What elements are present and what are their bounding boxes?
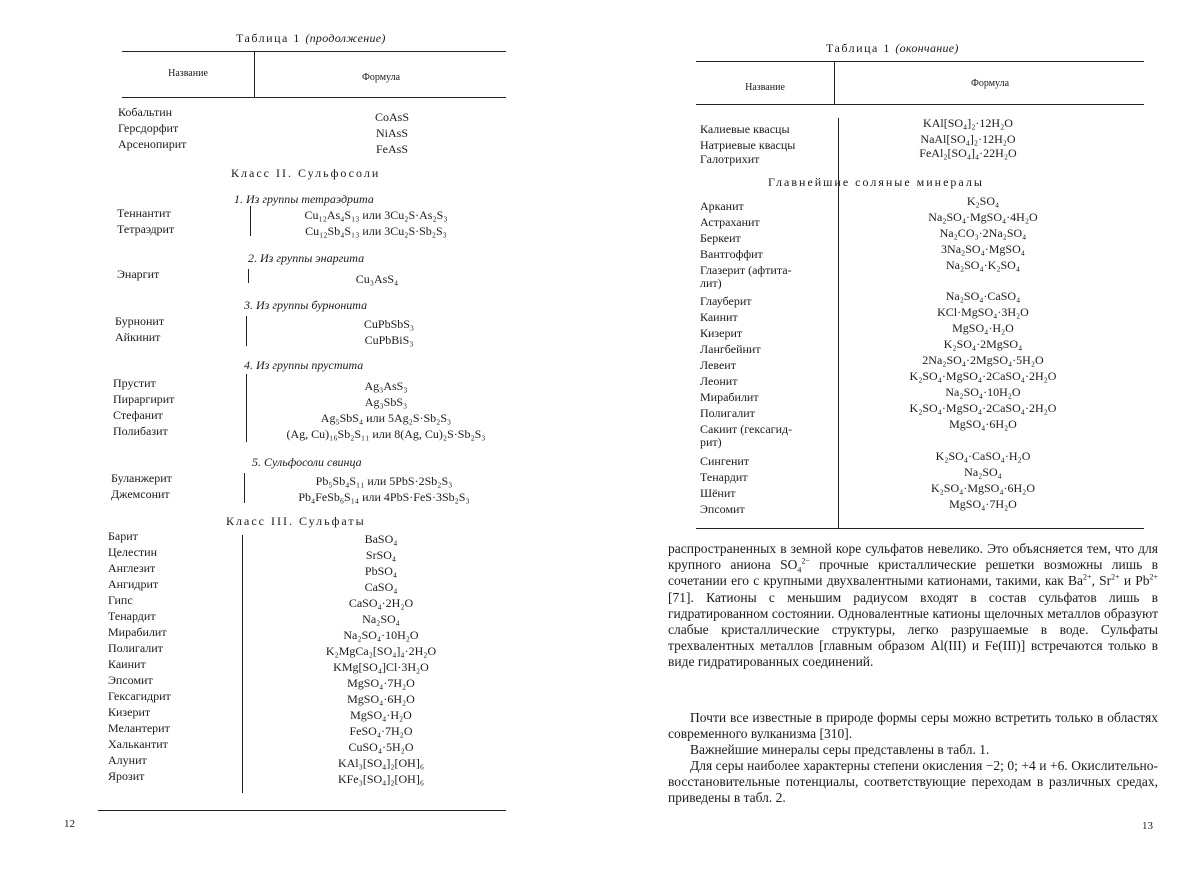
mineral-formula: KMg[SO₄]Cl·3H₂O <box>333 660 429 674</box>
mineral-name: Бурнонит <box>115 314 165 328</box>
mineral-name: Арканит <box>700 199 744 213</box>
mineral-name: Глауберит <box>700 294 752 308</box>
left-table-bottom-rule <box>98 810 506 811</box>
body-paragraph: Почти все известные в природе формы серы можно встретить только в областях современного вулканизма [310]. <box>668 710 1158 742</box>
right-caption-word: Таблица 1 <box>826 41 891 55</box>
left-header-formula: Формула <box>361 72 401 83</box>
mineral-formula: MgSO₄·7H₂O <box>949 497 1017 511</box>
mineral-formula: FeAl₂[SO₄]₄·22H₂O <box>919 146 1017 160</box>
mineral-formula: MgSO₄·7H₂O <box>347 676 415 690</box>
mineral-formula: Na₂SO₄·MgSO₄·4H₂O <box>928 210 1038 224</box>
mineral-formula: KCl·MgSO₄·3H₂O <box>937 305 1029 319</box>
mineral-name: Каинит <box>108 657 146 671</box>
mineral-formula: FeAsS <box>375 142 409 156</box>
mineral-name: Вантгоффит <box>700 247 763 261</box>
mineral-name: Сакиит (гексагид-рит) <box>700 422 793 449</box>
mineral-formula: Ag₅SbS₄ или 5Ag₂S·Sb₂S₃ <box>320 411 452 425</box>
mineral-name: Кобальтин <box>118 105 173 119</box>
mineral-formula: Pb₅Sb₄S₁₁ или 5PbS·2Sb₂S₃ <box>315 474 453 488</box>
mineral-formula: K₂MgCa₂[SO₄]₄·2H₂O <box>325 644 437 658</box>
mineral-formula: KFe₃[SO₄]₂[OH]₆ <box>337 772 425 786</box>
mineral-name: Эпсомит <box>108 673 153 687</box>
left-table-top-rule <box>122 51 506 52</box>
mineral-formula: Na₂SO₄·CaSO₄ <box>945 289 1021 303</box>
mineral-name: Барит <box>108 529 138 543</box>
mineral-name: Шёнит <box>700 486 736 500</box>
mineral-name: Глазерит (афтита-лит) <box>700 263 792 290</box>
mineral-name: Ярозит <box>108 769 145 783</box>
right-caption-note: (окончание) <box>895 41 959 55</box>
mineral-name: Англезит <box>108 561 156 575</box>
mineral-formula: (Ag, Cu)₁₆Sb₂S₁₁ или 8(Ag, Cu)₂S·Sb₂S₃ <box>286 427 486 441</box>
mineral-name: Джемсонит <box>111 487 170 501</box>
left-header-name: Название <box>168 68 208 79</box>
left-page-number: 12 <box>64 818 75 830</box>
left-class3-title: Класс III. Сульфаты <box>226 514 366 528</box>
mineral-formula: BaSO₄ <box>364 532 398 546</box>
mineral-formula: Ag₃SbS₃ <box>364 395 408 409</box>
mineral-formula: NaAl[SO₄]₂·12H₂O <box>920 132 1016 146</box>
mineral-name: Тенардит <box>700 470 748 484</box>
mineral-formula: 3Na₂SO₄·MgSO₄ <box>941 242 1025 256</box>
mineral-name: Тетраэдрит <box>117 222 175 236</box>
left-subgroup-4: 4. Из группы прустита <box>244 358 364 372</box>
mineral-formula: MgSO₄·H₂O <box>350 708 412 722</box>
right-header-name: Название <box>745 82 785 93</box>
mineral-name: Энаргит <box>117 267 160 281</box>
right-table-bottom-rule <box>696 528 1144 529</box>
mineral-name: Халькантит <box>108 737 168 751</box>
mineral-formula: Na₂SO₄ <box>964 465 1002 479</box>
mineral-name: Прустит <box>113 376 156 390</box>
mineral-formula: CaSO₄·2H₂O <box>348 596 414 610</box>
mineral-name: Пираргирит <box>113 392 175 406</box>
left-caption-word: Таблица 1 <box>236 31 301 45</box>
left-subgroup-3: 3. Из группы бурнонита <box>244 298 368 312</box>
mineral-formula: Ag₃AsS₃ <box>364 379 408 393</box>
mineral-formula: CuPbSbS₃ <box>363 317 415 331</box>
mineral-formula: FeSO₄·7H₂O <box>349 724 413 738</box>
body-paragraph: Важнейшие минералы серы представлены в табл. 1. <box>690 742 990 757</box>
mineral-name: Кизерит <box>700 326 743 340</box>
mineral-formula: CuPbBiS₃ <box>364 333 414 347</box>
mineral-formula: Na₂SO₄·10H₂O <box>945 385 1021 399</box>
mineral-formula: MgSO₄·H₂O <box>952 321 1014 335</box>
mineral-name: Алунит <box>108 753 147 767</box>
mineral-name: Теннантит <box>117 206 171 220</box>
mineral-name: Полигалит <box>108 641 163 655</box>
mineral-formula: Na₂SO₄ <box>362 612 400 626</box>
right-page-number: 13 <box>1142 820 1153 832</box>
mineral-formula: CuSO₄·5H₂O <box>348 740 414 754</box>
mineral-formula: K₂SO₄·CaSO₄·H₂O <box>935 449 1031 463</box>
mineral-formula: K₂SO₄·2MgSO₄ <box>943 337 1023 351</box>
body-paragraph: распространенных в земной коре сульфатов невелико. Это объясняется тем, что для крупного аниона $SO_4^{2-}$ прочные кристаллические решетки возможны лишь в сочетании его с крупными двухвалентными катионами, такими, как $Ba^{2+}$, $Sr^{2+}$ и $Pb^{2+}$ [71]. Катионы с меньшим радиусом входят в состав сульфатов лишь в гидратированном состоянии. Одновалентные катионы щелочных металлов образуют слабые кристаллические структуры, легко разрушаемые в воде. Сульфаты трехвалентных металлов [главным образом Al(III) и Fe(III)] встречаются только в виде гидратированных соединений. <box>668 541 1158 670</box>
mineral-name: Тенардит <box>108 609 156 623</box>
body-paragraph: Для серы наиболее характерны степени окисления −2; 0; +4 и +6. Окислительно-восстановительные потенциалы, соответствующие переходам в различных средах, приведены в табл. 2. <box>668 758 1158 806</box>
mineral-formula: Na₂SO₄·K₂SO₄ <box>945 258 1021 272</box>
mineral-name: Стефанит <box>113 408 163 422</box>
mineral-name: Калиевые квасцы <box>700 122 790 136</box>
mineral-name: Лангбейнит <box>700 342 761 356</box>
group-bracket <box>246 374 247 442</box>
left-caption-note: (продолжение) <box>305 31 386 45</box>
mineral-formula: MgSO₄·6H₂O <box>949 417 1017 431</box>
mineral-name: Леонит <box>700 374 738 388</box>
mineral-formula: Cu₁₂Sb₄S₁₃ или 3Cu₂S·Sb₂S₃ <box>305 224 447 238</box>
mineral-formula: K₂SO₄·MgSO₄·2CaSO₄·2H₂O <box>909 369 1057 383</box>
mineral-name: Ангидрит <box>108 577 159 591</box>
left-table-caption <box>236 31 386 46</box>
mineral-name: Гексагидрит <box>108 689 171 703</box>
group-bracket <box>838 118 839 528</box>
left-subgroup-5: 5. Сульфосоли свинца <box>252 455 362 469</box>
right-header-formula: Формула <box>970 78 1010 89</box>
mineral-name: Гипс <box>108 593 133 607</box>
group-bracket <box>248 269 249 283</box>
left-class2-title: Класс II. Сульфосоли <box>231 166 381 180</box>
group-bracket <box>244 473 245 503</box>
left-subgroup-2: 2. Из группы энаргита <box>248 251 365 265</box>
mineral-name: Целестин <box>108 545 158 559</box>
mineral-formula: Pb₄FeSb₆S₁₄ или 4PbS·FeS·3Sb₂S₃ <box>298 490 470 504</box>
mineral-formula: SrSO₄ <box>365 548 397 562</box>
mineral-name: Арсенопирит <box>118 137 187 151</box>
mineral-formula: Cu₃AsS₄ <box>355 272 399 286</box>
left-header-divider <box>254 52 255 97</box>
right-table-caption <box>826 41 959 56</box>
mineral-name: Каинит <box>700 310 738 324</box>
mineral-name: Буланжерит <box>111 471 172 485</box>
mineral-formula: KAl₃[SO₄]₂[OH]₆ <box>337 756 425 770</box>
mineral-name: Натриевые квасцы <box>700 138 796 152</box>
mineral-formula: K₂SO₄ <box>966 194 1000 208</box>
mineral-formula: PbSO₄ <box>364 564 398 578</box>
mineral-name: Галотрихит <box>700 152 760 166</box>
mineral-formula: K₂SO₄·MgSO₄·2CaSO₄·2H₂O <box>909 401 1057 415</box>
mineral-formula: K₂SO₄·MgSO₄·6H₂O <box>930 481 1036 495</box>
mineral-name: Кизерит <box>108 705 151 719</box>
mineral-name: Левеит <box>700 358 736 372</box>
left-header-bottom-rule <box>122 97 506 98</box>
group-bracket <box>242 535 243 793</box>
right-header-bottom-rule <box>696 104 1144 105</box>
mineral-name: Полибазит <box>113 424 168 438</box>
mineral-formula: Na₂CO₃·2Na₂SO₄ <box>939 226 1027 240</box>
right-table-top-rule <box>696 61 1144 62</box>
mineral-name: Мелантерит <box>108 721 170 735</box>
mineral-formula: Na₂SO₄·10H₂O <box>343 628 419 642</box>
mineral-name: Мирабилит <box>108 625 167 639</box>
mineral-formula: CoAsS <box>374 110 410 124</box>
mineral-name: Эпсомит <box>700 502 745 516</box>
group-bracket <box>250 206 251 236</box>
mineral-name: Айкинит <box>115 330 161 344</box>
right-salt-title: Главнейшие соляные минералы <box>768 175 984 189</box>
mineral-name: Мирабилит <box>700 390 759 404</box>
left-subgroup-1: 1. Из группы тетраэдрита <box>234 192 374 206</box>
mineral-formula: 2Na₂SO₄·2MgSO₄·5H₂O <box>922 353 1044 367</box>
mineral-formula: KAl[SO₄]₂·12H₂O <box>923 116 1013 130</box>
mineral-formula: MgSO₄·6H₂O <box>347 692 415 706</box>
mineral-formula: CaSO₄ <box>364 580 398 594</box>
mineral-name: Полигалит <box>700 406 755 420</box>
mineral-name: Сингенит <box>700 454 750 468</box>
mineral-name: Беркеит <box>700 231 741 245</box>
right-header-divider <box>834 62 835 104</box>
group-bracket <box>246 316 247 346</box>
mineral-name: Астраханит <box>700 215 760 229</box>
mineral-formula: NiAsS <box>375 126 409 140</box>
mineral-formula: Cu₁₂As₄S₁₃ или 3Cu₂S·As₂S₃ <box>304 208 448 222</box>
mineral-name: Герсдорфит <box>118 121 179 135</box>
